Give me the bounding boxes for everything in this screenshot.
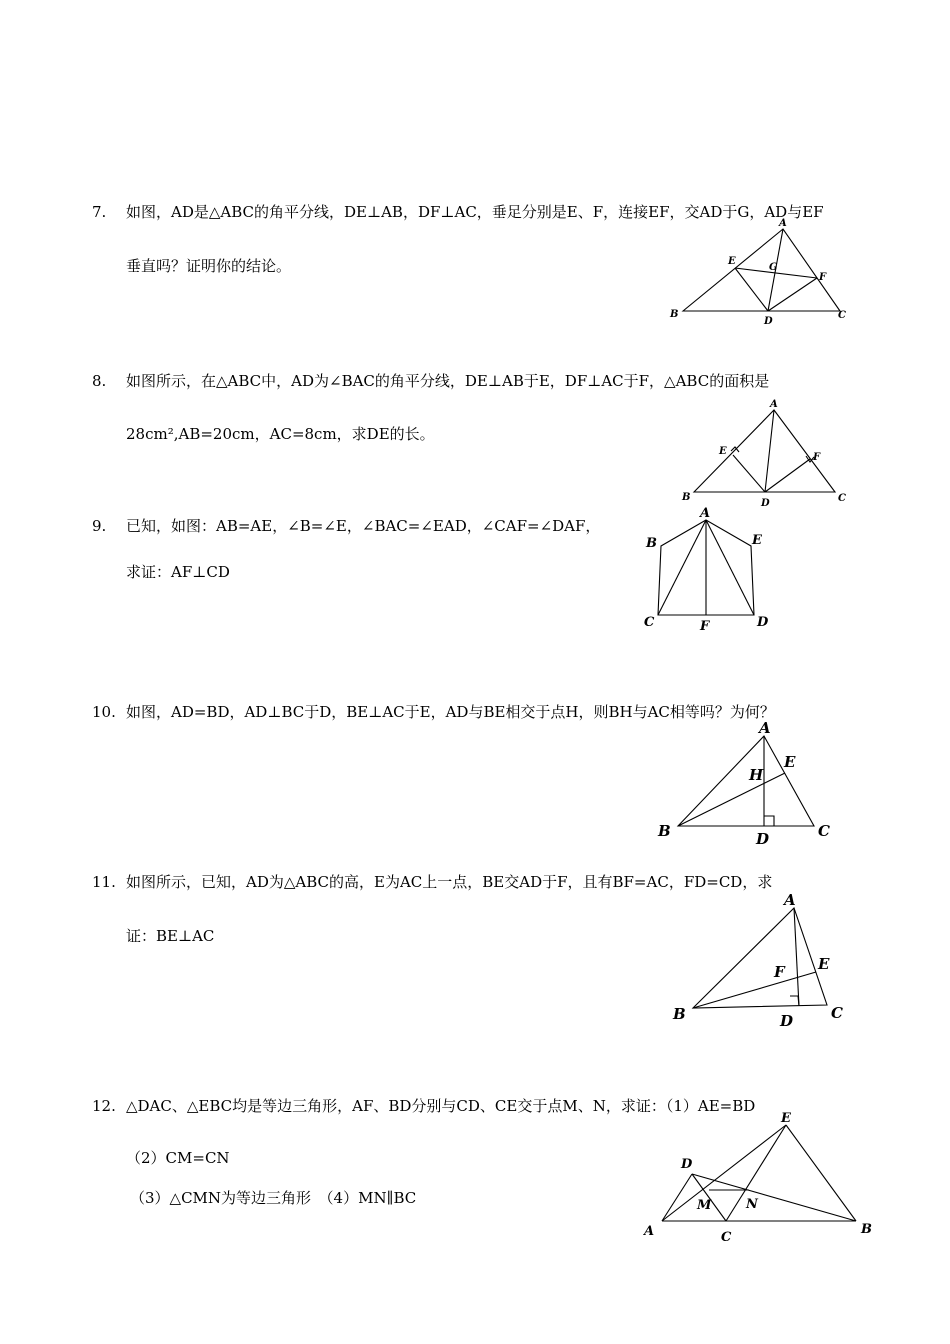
problem-11-line-2: 证：BE⊥AC <box>126 927 215 945</box>
label-f: F <box>700 619 710 634</box>
label-b: B <box>673 1005 686 1023</box>
triangle-abc <box>683 229 840 311</box>
label-m: M <box>697 1198 712 1213</box>
problem-7-number: 7. <box>92 203 107 221</box>
label-e: E <box>784 753 796 771</box>
label-a: A <box>759 719 771 737</box>
label-h: H <box>749 766 764 784</box>
label-e: E <box>818 955 830 973</box>
label-d: D <box>761 498 770 509</box>
label-c: C <box>831 1004 843 1022</box>
problem-7-line-1: 如图，AD是△ABC的角平分线，DE⊥AB，DF⊥AC，垂足分别是E、F，连接EF，交AD于G，AD与EF <box>126 203 824 221</box>
label-f: F <box>813 452 821 463</box>
label-d: D <box>780 1012 794 1030</box>
label-c: C <box>838 493 846 504</box>
problem-7-line-2: 垂直吗？证明你的结论。 <box>126 257 292 275</box>
right-angle-mark-d <box>764 816 774 826</box>
problem-12-number: 12. <box>92 1097 116 1115</box>
triangle-abc <box>678 736 814 826</box>
triangle-abc <box>693 908 827 1008</box>
label-b: B <box>861 1222 872 1237</box>
problem-12-figure <box>640 1108 880 1248</box>
problem-10-figure <box>650 716 840 851</box>
problem-7-figure <box>660 212 870 332</box>
problem-9-line-2: 求证：AF⊥CD <box>126 563 230 581</box>
label-e: E <box>728 256 736 267</box>
problem-9-number: 9. <box>92 517 107 535</box>
label-d: D <box>681 1157 693 1172</box>
segment-ae <box>662 1125 786 1221</box>
label-b: B <box>658 822 671 840</box>
label-c: C <box>818 822 830 840</box>
label-e: E <box>719 446 727 457</box>
label-d: D <box>757 615 769 630</box>
label-a: A <box>784 891 796 909</box>
segment-ad <box>794 908 799 1006</box>
label-e: E <box>752 533 762 548</box>
label-b: B <box>682 492 691 503</box>
label-n: N <box>746 1197 758 1212</box>
problem-8-figure <box>675 396 855 511</box>
problem-12-line-1: △DAC、△EBC均是等边三角形，AF、BD分别与CD、CE交于点M、N，求证：（1）AE=BD <box>126 1097 756 1115</box>
label-b: B <box>670 309 679 320</box>
label-b: B <box>646 536 657 551</box>
label-a: A <box>770 399 778 410</box>
problem-8-line-2: 28cm²,AB=20cm，AC=8cm，求DE的长。 <box>126 425 435 443</box>
problem-11-number: 11. <box>92 873 116 891</box>
label-c: C <box>644 615 655 630</box>
segment-df <box>765 459 810 492</box>
label-c: C <box>838 310 846 321</box>
problem-10-line-1: 如图，AD=BD，AD⊥BC于D，BE⊥AC于E，AD与BE相交于点H，则BH与AC相等吗？为何？ <box>126 703 775 721</box>
segment-ad <box>765 410 774 492</box>
problem-12-line-3: （3）△CMN为等边三角形 （4）MN∥BC <box>130 1189 417 1207</box>
label-e: E <box>781 1111 791 1126</box>
label-g: G <box>769 262 778 273</box>
problem-11-line-1: 如图所示，已知，AD为△ABC的高，E为AC上一点，BE交AD于F，且有BF=AC，FD=CD，求 <box>126 873 773 891</box>
label-d: D <box>756 830 770 848</box>
problem-12-line-2: （2）CM=CN <box>126 1149 230 1167</box>
label-f: F <box>819 272 827 283</box>
segment-de <box>733 455 765 492</box>
problem-11-figure <box>665 888 865 1033</box>
label-a: A <box>644 1224 655 1239</box>
segment-de <box>735 268 768 311</box>
segment-ad <box>662 1174 692 1221</box>
problem-8-number: 8. <box>92 372 107 390</box>
label-f: F <box>774 963 785 981</box>
segment-be <box>678 773 785 826</box>
problem-9-line-1: 已知，如图：AB=AE，∠B=∠E，∠BAC=∠EAD，∠CAF=∠DAF， <box>126 517 601 535</box>
problem-8-line-1: 如图所示，在△ABC中，AD为∠BAC的角平分线，DE⊥AB于E，DF⊥AC于F，△ABC的面积是 <box>126 372 770 390</box>
label-a: A <box>700 506 711 521</box>
segment-db <box>692 1174 856 1221</box>
label-a: A <box>779 218 787 229</box>
segment-eb <box>786 1125 856 1221</box>
label-c: C <box>721 1230 732 1245</box>
label-d: D <box>764 316 773 327</box>
problem-10-number: 10. <box>92 703 116 721</box>
right-angle-mark-d <box>790 996 799 1006</box>
segment-df <box>768 278 817 311</box>
triangle-abc <box>694 410 835 492</box>
problem-9-figure <box>640 502 780 637</box>
